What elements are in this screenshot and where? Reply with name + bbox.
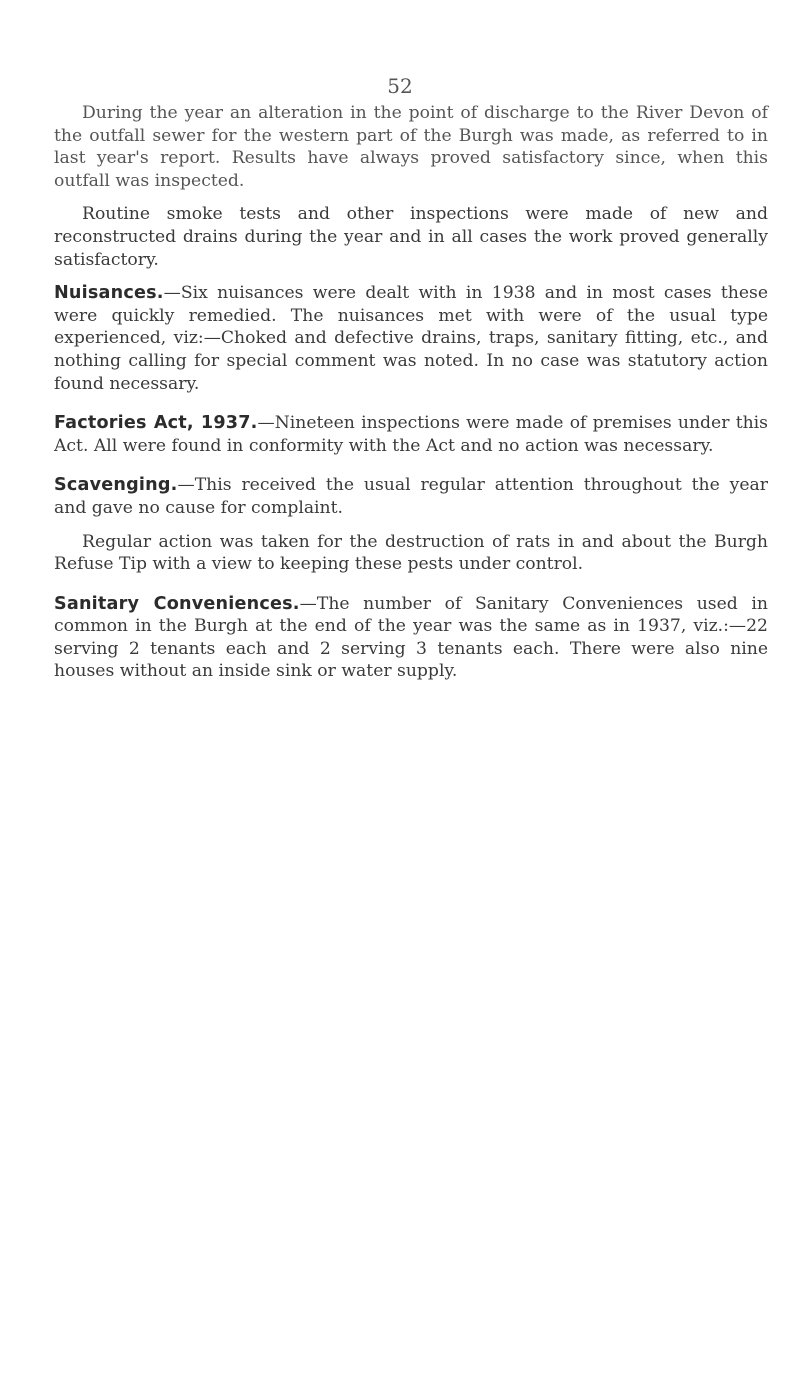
nuisances-heading: Nuisances.	[54, 283, 164, 304]
factories-heading: Factories Act, 1937.	[54, 413, 258, 434]
nuisances-body: —Six nuisances were dealt with in 1938 and in most cases these were quickly remedied. The nuisances met with were of the usual type experienced, viz:—Choked and defective drains, traps, sanitary fitting, etc., and nothing calling for special comment was noted. In no case was statutory action found necessary.	[54, 283, 768, 394]
sanitary-body: —The number of Sanitary Conveniences used in common in the Burgh at the end of the year was the same as in 1937, viz.:—22 serving 2 tenants each and 2 serving 3 tenants each. There were also nine houses without an inside sink or water supply.	[54, 593, 768, 682]
rats-paragraph: Regular action was taken for the destruction of rats in and about the Burgh Refuse Tip with a view to keeping these pests under control.	[54, 531, 768, 575]
page-number: 52	[387, 74, 413, 98]
sanitary-heading: Sanitary Conveniences.	[54, 593, 300, 614]
factories-paragraph	[54, 412, 768, 457]
smoke-tests-paragraph: Routine smoke tests and other inspections were made of new and reconstructed drains during the year and in all cases the work proved generally satisfactory.	[54, 204, 768, 270]
scavenging-heading: Scavenging.	[54, 475, 178, 496]
document-body	[54, 72, 768, 694]
nuisances-paragraph	[54, 282, 768, 395]
outfall-paragraph: During the year an alteration in the point of discharge to the River Devon of the outfall sewer for the western part of the Burgh was made, as referred to in last year's report. Results have always proved satisfactory since, when this outfall was inspected.	[54, 103, 768, 191]
sanitary-paragraph	[54, 593, 768, 683]
scavenging-paragraph	[54, 474, 768, 519]
scavenging-body: —This received the usual regular attention throughout the year and gave no cause for complaint.	[54, 475, 768, 518]
factories-body: —Nineteen inspections were made of premises under this Act. All were found in conformity with the Act and no action was necessary.	[54, 413, 768, 456]
